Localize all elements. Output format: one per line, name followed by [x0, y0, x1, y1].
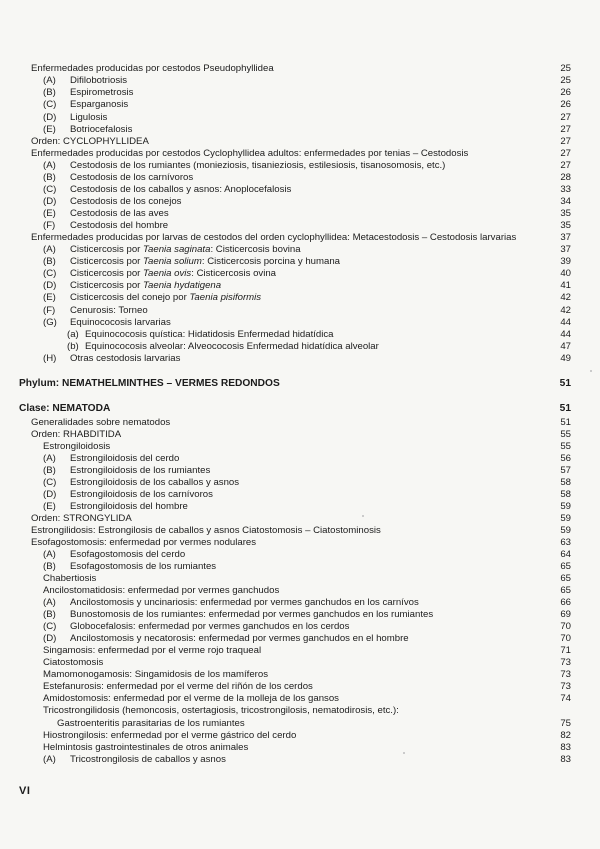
toc-entry: [0, 621, 600, 633]
toc-entry: [0, 196, 600, 208]
toc-entry: [0, 501, 600, 513]
toc-entry: [0, 693, 600, 705]
toc-entry-page-number: 51: [560, 417, 571, 428]
toc-entry: [0, 585, 600, 597]
toc-entry-page-number: 39: [560, 256, 571, 267]
toc-entry-page-number: 42: [560, 292, 571, 303]
toc-entry-page-number: 71: [560, 645, 571, 656]
toc-entry-title: Enfermedades producidas por cestodos Cyclophyllidea adultos: enfermedades por tenias – Cestodosis: [31, 148, 469, 159]
toc-entry: [0, 730, 600, 742]
toc-entry-title: Generalidades sobre nematodos: [31, 417, 171, 428]
toc-entry: [0, 220, 600, 232]
toc-entry-page-number: 42: [560, 305, 571, 316]
toc-entry-page-number: 65: [560, 573, 571, 584]
toc-entry-page-number: 74: [560, 693, 571, 704]
toc-entry-page-number: 59: [560, 501, 571, 512]
toc-entry-page-number: 75: [560, 718, 571, 729]
toc-entry: [0, 63, 600, 75]
toc-entry-page-number: 27: [560, 136, 571, 147]
toc-entry-label: (A): [43, 244, 56, 255]
toc-entry: [0, 549, 600, 561]
toc-entry-title: Cisticercosis por Taenia hydatigena: [70, 280, 222, 291]
toc-entry-title: Equinococosis alveolar: Alveococosis Enfermedad hidatídica alveolar: [85, 341, 379, 352]
toc-entry-page-number: 73: [560, 669, 571, 680]
toc-entry-page-number: 64: [560, 549, 571, 560]
toc-entry-page-number: 25: [560, 75, 571, 86]
toc-entry-title: Enfermedades producidas por cestodos Pseudophyllidea: [31, 63, 274, 74]
toc-entry-page-number: 35: [560, 220, 571, 231]
toc-entry: [0, 681, 600, 693]
toc-entry: [0, 429, 600, 441]
toc-entry: [0, 609, 600, 621]
toc-entry: [0, 184, 600, 196]
toc-entry-label: (D): [43, 112, 57, 123]
toc-entry-label: (A): [43, 597, 56, 608]
toc-entry-title: Botriocefalosis: [70, 124, 133, 135]
toc-entry: [0, 280, 600, 292]
toc-entry-title: Tricostrongilosis de caballos y asnos: [70, 754, 226, 765]
toc-entry-title: Estrongilidosis: Estrongilosis de caballos y asnos Ciatostomosis – Ciatostominosis: [31, 525, 381, 536]
toc-entry-label: (C): [43, 477, 57, 488]
toc-entry-title: Mamomonogamosis: Singamidosis de los mamíferos: [43, 669, 269, 680]
toc-entry: [0, 477, 600, 489]
toc-entry-page-number: 37: [560, 244, 571, 255]
toc-entry-title: Cestodosis de los carnívoros: [70, 172, 194, 183]
toc-entry-label: (H): [43, 353, 57, 364]
toc-entry-label: (A): [43, 754, 56, 765]
toc-entry: [0, 160, 600, 172]
toc-entry: [0, 633, 600, 645]
toc-entry-page-number: 83: [560, 742, 571, 753]
toc-entry-page-number: 83: [560, 754, 571, 765]
toc-entry: [0, 292, 600, 304]
toc-entry-title: Esofagostomosis de los rumiantes: [70, 561, 217, 572]
toc-entry-page-number: 58: [560, 489, 571, 500]
toc-entry: [0, 232, 600, 244]
toc-entry-label: (C): [43, 184, 57, 195]
toc-entry: [0, 669, 600, 681]
toc-entry-label: (E): [43, 208, 56, 219]
toc-entry-title: Ancilostomatidosis: enfermedad por vermes ganchudos: [43, 585, 280, 596]
toc-entry: [0, 268, 600, 280]
toc-entry-title: Phylum: NEMATHELMINTHES – VERMES REDONDOS: [19, 378, 280, 389]
toc-entry-title: Cestodosis de los caballos y asnos: Anoplocefalosis: [70, 184, 292, 195]
toc-entry-title: Cestodosis del hombre: [70, 220, 169, 231]
toc-entry-page-number: 34: [560, 196, 571, 207]
toc-entry-title: Orden: RHABDITIDA: [31, 429, 122, 440]
toc-entry-page-number: 59: [560, 513, 571, 524]
toc-entry-title: Equinococosis quística: Hidatidosis Enfermedad hidatídica: [85, 329, 334, 340]
toc-entry-page-number: 27: [560, 160, 571, 171]
toc-entry-title: Cisticercosis del conejo por Taenia pisiformis: [70, 292, 262, 303]
toc-entry-title: Esparganosis: [70, 99, 129, 110]
toc-entry-label: (E): [43, 292, 56, 303]
toc-entry-title: Tricostrongilidosis (hemoncosis, ostertagiosis, tricostrongilosis, nematodirosis, etc.):: [43, 705, 399, 716]
toc-entry-page-number: 58: [560, 477, 571, 488]
toc-entry-title: Amidostomosis: enfermedad por el verme de la molleja de los gansos: [43, 693, 339, 704]
toc-entry-page-number: 35: [560, 208, 571, 219]
toc-entry-title: Estefanurosis: enfermedad por el verme del riñón de los cerdos: [43, 681, 313, 692]
toc-entry-page-number: 44: [560, 317, 571, 328]
toc-entry-title: Espirometrosis: [70, 87, 134, 98]
toc-entry-page-number: 70: [560, 621, 571, 632]
toc-entry-title: Esofagostomosis del cerdo: [70, 549, 186, 560]
toc-entry-page-number: 56: [560, 453, 571, 464]
toc-entry-label: (B): [43, 465, 56, 476]
toc-entry-label: (E): [43, 124, 56, 135]
paper-speck: [403, 752, 405, 754]
toc-entry: [0, 87, 600, 99]
toc-entry-label: (F): [43, 305, 56, 316]
toc-entry-title: Globocefalosis: enfermedad por vermes ganchudos en los cerdos: [70, 621, 350, 632]
toc-entry: [0, 705, 600, 717]
toc-entry-page-number: 26: [560, 87, 571, 98]
toc-entry-title: Singamosis: enfermedad por el verme rojo traqueal: [43, 645, 262, 656]
toc-entry-label: (B): [43, 256, 56, 267]
toc-entry: [0, 99, 600, 111]
toc-entry: [0, 403, 600, 415]
toc-entry-page-number: 44: [560, 329, 571, 340]
toc-entry-title: Cenurosis: Torneo: [70, 305, 148, 316]
toc-entry-title: Ligulosis: [70, 112, 108, 123]
toc-entry-label: (D): [43, 633, 57, 644]
toc-entry-title: Orden: STRONGYLIDA: [31, 513, 132, 524]
toc-entry-title: Cestodosis de los rumiantes (monieziosis, tisanieziosis, estilesiosis, tisanosomosis, etc.): [70, 160, 446, 171]
toc-entry-page-number: 73: [560, 681, 571, 692]
toc-entry: [0, 341, 600, 353]
toc-entry: [0, 561, 600, 573]
paper-speck: [590, 370, 592, 372]
toc-entry-label: (A): [43, 453, 56, 464]
toc-entry: [0, 657, 600, 669]
toc-entry: [0, 513, 600, 525]
toc-entry: [0, 573, 600, 585]
toc-entry: [0, 256, 600, 268]
toc-entry-label: (C): [43, 99, 57, 110]
toc-entry-title: Cisticercosis por Taenia ovis: Cisticercosis ovina: [70, 268, 277, 279]
toc-entry-page-number: 27: [560, 124, 571, 135]
toc-entry-page-number: 51: [559, 378, 571, 389]
toc-entry-page-number: 33: [560, 184, 571, 195]
toc-entry-page-number: 51: [559, 403, 571, 414]
toc-entry-title: Chabertiosis: [43, 573, 97, 584]
toc-entry: [0, 172, 600, 184]
toc-entry: [0, 441, 600, 453]
toc-entry-label: (b): [67, 341, 79, 352]
toc-entry: [0, 317, 600, 329]
toc-entry: [0, 489, 600, 501]
toc-entry-page-number: 59: [560, 525, 571, 536]
toc-entry-page-number: 65: [560, 561, 571, 572]
toc-entry-label: (A): [43, 75, 56, 86]
page-folio: VI: [19, 785, 31, 797]
toc-entry-title: Cestodosis de los conejos: [70, 196, 182, 207]
toc-entry: [0, 305, 600, 317]
toc-entry: [0, 453, 600, 465]
toc-entry: [0, 378, 600, 390]
toc-entry-title: Ciatostomosis: [43, 657, 104, 668]
toc-entry-page-number: 26: [560, 99, 571, 110]
toc-entry-page-number: 47: [560, 341, 571, 352]
toc-entry-title: Bunostomosis de los rumiantes: enfermedad por vermes ganchudos en los rumiantes: [70, 609, 434, 620]
toc-entry-title: Cestodosis de las aves: [70, 208, 169, 219]
toc-entry-page-number: 41: [560, 280, 571, 291]
toc-entry-title: Otras cestodosis larvarias: [70, 353, 181, 364]
toc-entry: [0, 645, 600, 657]
toc-entry-label: (E): [43, 501, 56, 512]
toc-entry-label: (G): [43, 317, 57, 328]
toc-entry: [0, 353, 600, 365]
toc-entry-title: Difilobotriosis: [70, 75, 128, 86]
toc-entry-label: (D): [43, 489, 57, 500]
toc-entry-label: (C): [43, 621, 57, 632]
toc-entry: [0, 244, 600, 256]
toc-entry-page-number: 55: [560, 441, 571, 452]
toc-entry-title: Estrongiloidosis: [43, 441, 111, 452]
toc-entry-page-number: 49: [560, 353, 571, 364]
toc-entry-label: (B): [43, 172, 56, 183]
toc-entry-title: Orden: CYCLOPHYLLIDEA: [31, 136, 149, 147]
toc-entry-page-number: 66: [560, 597, 571, 608]
paper-speck: [362, 515, 364, 517]
toc-entry-title: Cisticercosis por Taenia saginata: Cisticercosis bovina: [70, 244, 301, 255]
toc-entry-title: Hiostrongilosis: enfermedad por el verme gástrico del cerdo: [43, 730, 297, 741]
toc-entry-title: Equinococosis larvarias: [70, 317, 171, 328]
toc-entry: [0, 742, 600, 754]
toc-entry-page-number: 27: [560, 148, 571, 159]
toc-entry: [0, 148, 600, 160]
toc-entry: [0, 208, 600, 220]
toc-entry-title: Estrongiloidosis del cerdo: [70, 453, 180, 464]
toc-entry-title: Estrongiloidosis de los rumiantes: [70, 465, 211, 476]
toc-entry-title: Estrongiloidosis de los caballos y asnos: [70, 477, 240, 488]
toc-entry-title: Ancilostomosis y necatorosis: enfermedad por vermes ganchudos en el hombre: [70, 633, 409, 644]
toc-entry-page-number: 65: [560, 585, 571, 596]
toc-entry-page-number: 37: [560, 232, 571, 243]
toc-entry: [0, 124, 600, 136]
toc-entry-title: Cisticercosis por Taenia solium: Cisticercosis porcina y humana: [70, 256, 340, 267]
toc-entry-label: (F): [43, 220, 56, 231]
toc-entry-page-number: 63: [560, 537, 571, 548]
toc-entry-label: (a): [67, 329, 79, 340]
toc-entry-page-number: 55: [560, 429, 571, 440]
toc-entry-page-number: 69: [560, 609, 571, 620]
toc-entry: [0, 537, 600, 549]
toc-entry: [0, 329, 600, 341]
toc-entry-label: (D): [43, 196, 57, 207]
toc-entry-title: Helmintosis gastrointestinales de otros animales: [43, 742, 249, 753]
toc-entry-label: (C): [43, 268, 57, 279]
toc-entry-page-number: 27: [560, 112, 571, 123]
toc-entry: [0, 417, 600, 429]
toc-entry-label: (A): [43, 160, 56, 171]
toc-entry-title: Gastroenteritis parasitarias de los rumiantes: [57, 718, 245, 729]
toc-entry-label: (D): [43, 280, 57, 291]
toc-entry-title: Esofagostomosis: enfermedad por vermes nodulares: [31, 537, 257, 548]
toc-entry: [0, 75, 600, 87]
toc-entry-label: (B): [43, 561, 56, 572]
toc-entry: [0, 718, 600, 730]
toc-entry-label: (A): [43, 549, 56, 560]
toc-entry: [0, 597, 600, 609]
toc-entry-page-number: 82: [560, 730, 571, 741]
toc-entry-title: Ancilostomosis y uncinariosis: enfermedad por vermes ganchudos en los carnívos: [70, 597, 419, 608]
toc-entry: [0, 112, 600, 124]
toc-entry-page-number: 40: [560, 268, 571, 279]
toc-entry-label: (B): [43, 87, 56, 98]
toc-entry: [0, 525, 600, 537]
toc-entry-title: Enfermedades producidas por larvas de cestodos del orden cyclophyllidea: Metacestodosis – Cestodosis larvarias: [31, 232, 517, 243]
toc-entry-page-number: 28: [560, 172, 571, 183]
toc-entry-page-number: 25: [560, 63, 571, 74]
toc-entry-page-number: 57: [560, 465, 571, 476]
toc-entry: [0, 754, 600, 766]
toc-entry: [0, 465, 600, 477]
toc-entry-page-number: 70: [560, 633, 571, 644]
toc-entry-label: (B): [43, 609, 56, 620]
toc-entry-title: Estrongiloidosis de los carnívoros: [70, 489, 213, 500]
toc-entry: [0, 136, 600, 148]
toc-entry-page-number: 73: [560, 657, 571, 668]
toc-entry-title: Estrongiloidosis del hombre: [70, 501, 188, 512]
toc-entry-title: Clase: NEMATODA: [19, 403, 111, 414]
